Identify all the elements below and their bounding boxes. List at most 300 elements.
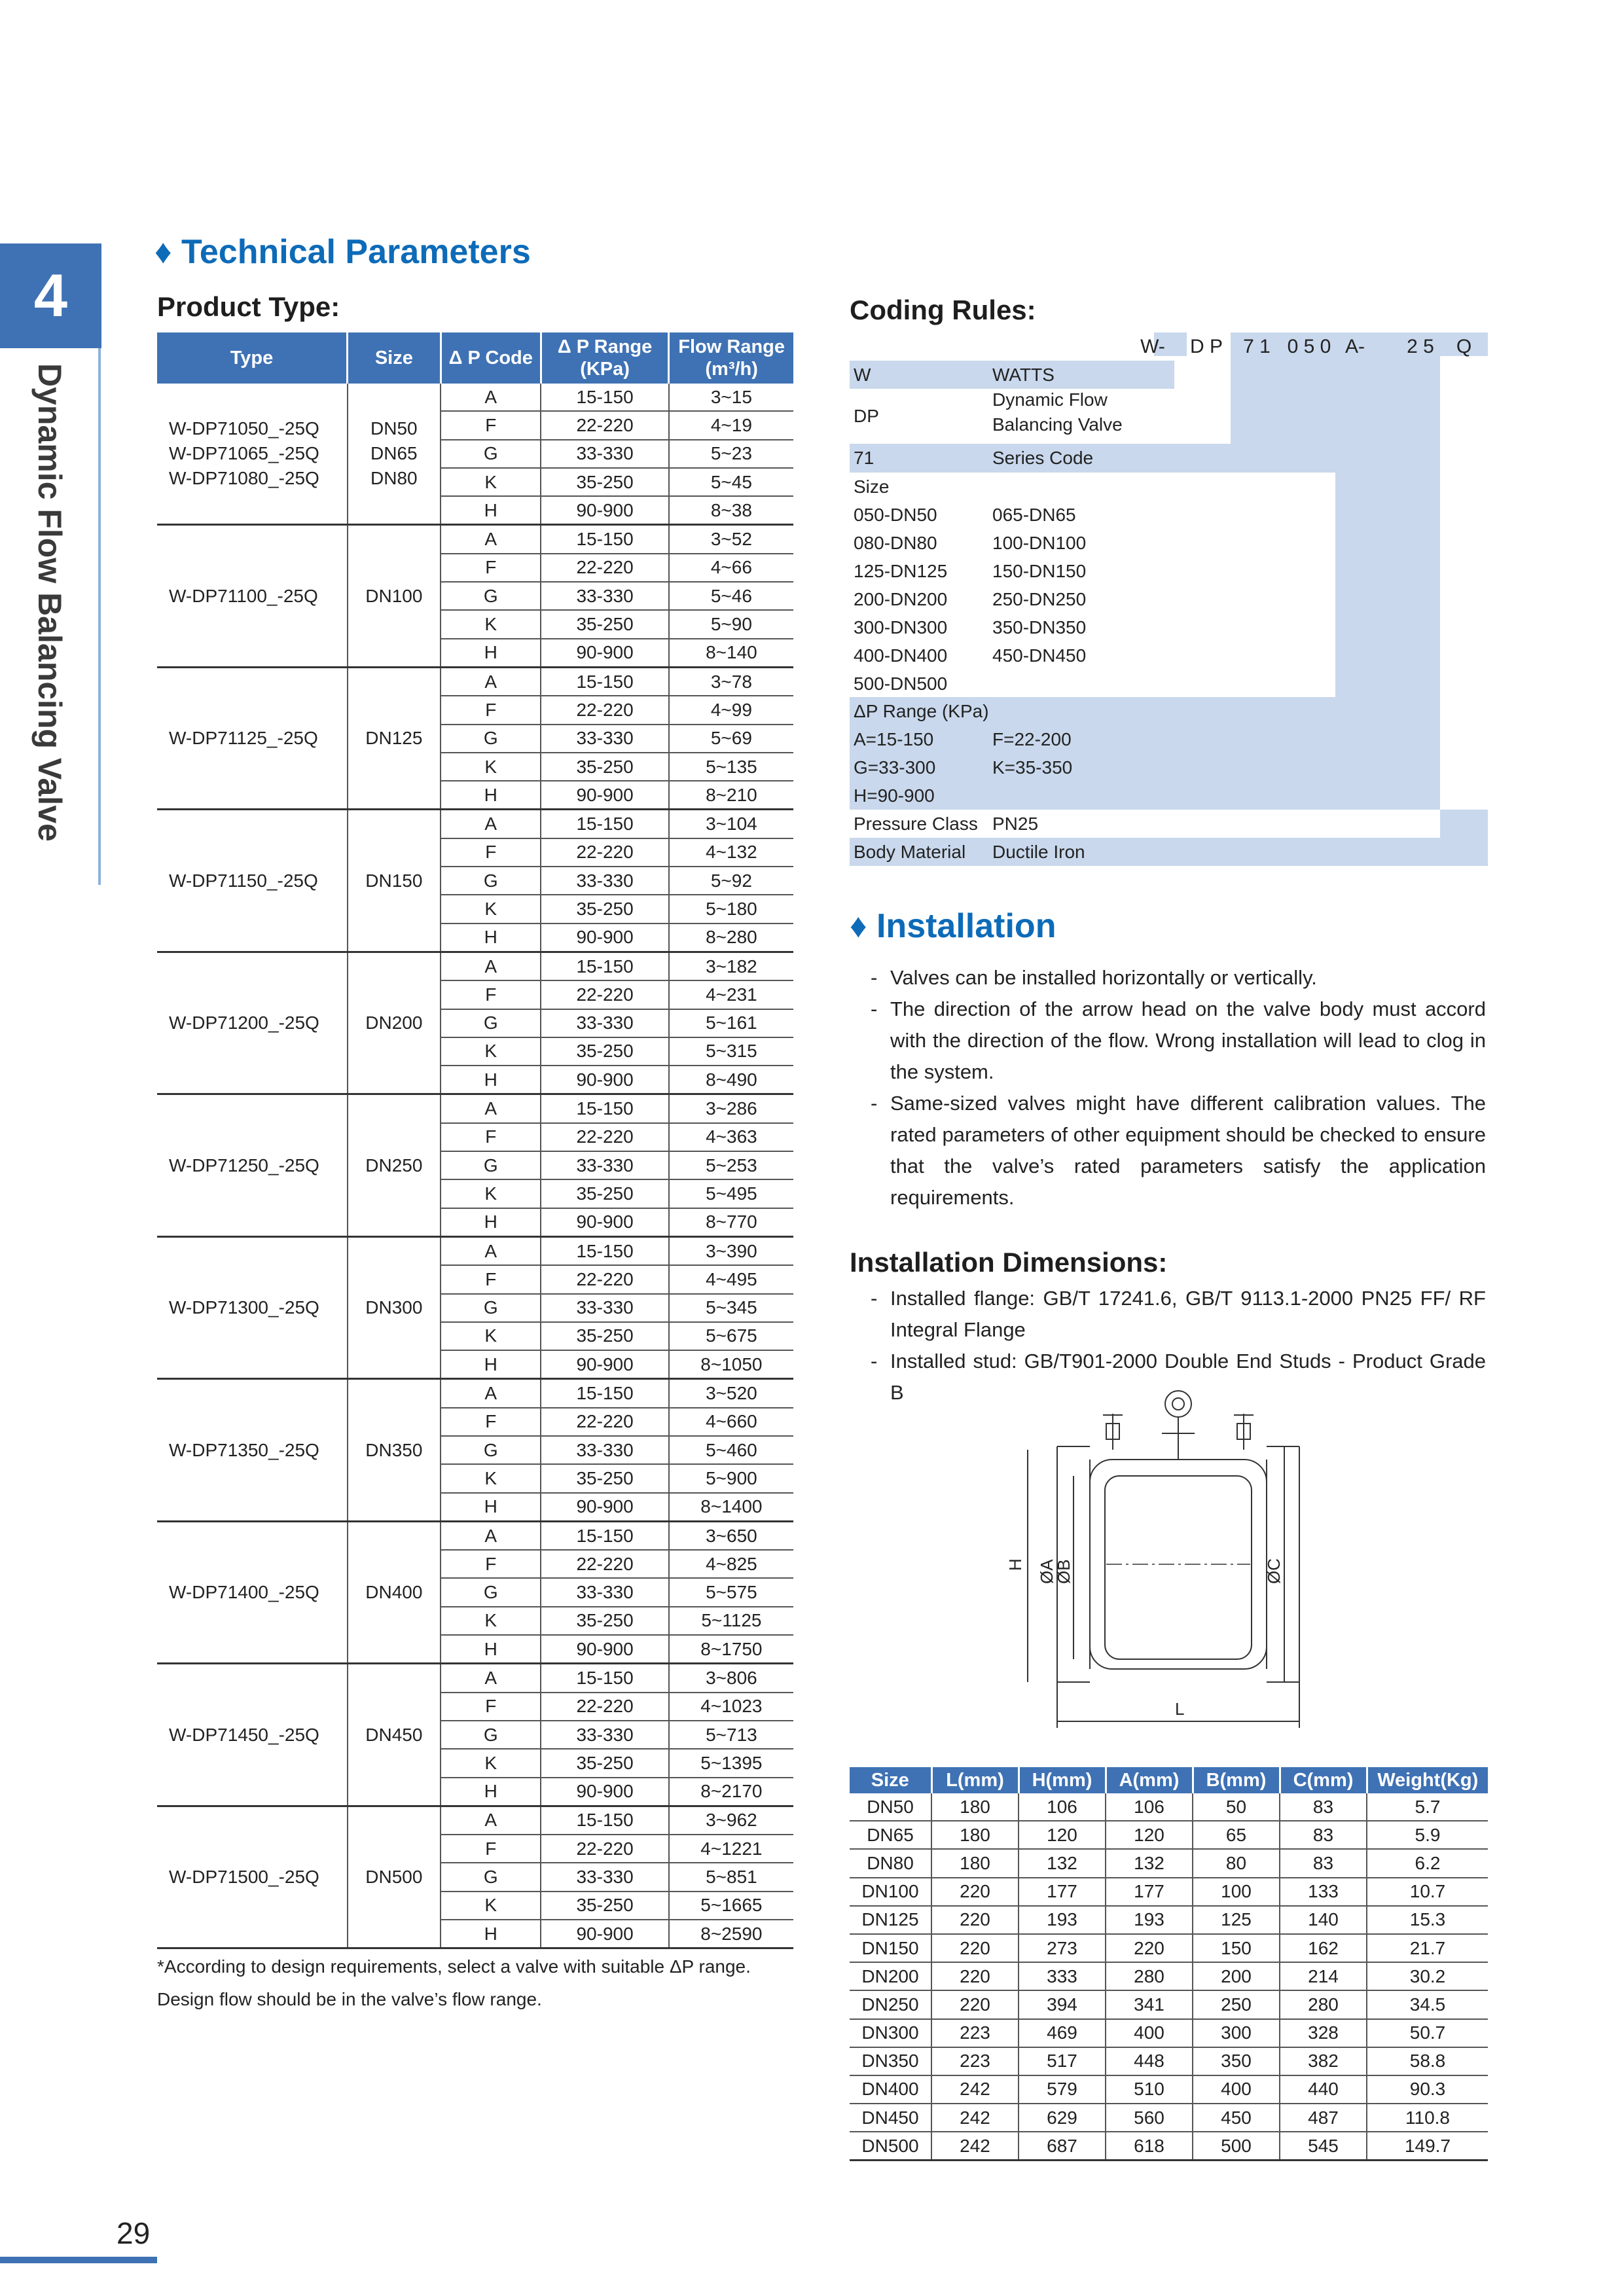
dim-cell: 400 (1106, 2019, 1193, 2047)
coding-key: 300-DN300 (854, 617, 948, 637)
dp-range-cell: 15-150 (541, 1806, 668, 1835)
flow-range-cell: 4~132 (669, 838, 793, 867)
dp-range-cell: 90-900 (541, 1635, 668, 1664)
label-h: H (1005, 1558, 1025, 1571)
dp-code-cell: G (441, 1721, 541, 1749)
dim-cell: 440 (1280, 2075, 1367, 2104)
dim-cell: 487 (1280, 2104, 1367, 2132)
dim-cell: DN50 (850, 1793, 931, 1821)
dim-cell: 394 (1019, 1990, 1106, 2018)
flow-range-cell: 8~1050 (669, 1350, 793, 1379)
code-bar-q (1440, 810, 1488, 838)
flow-range-cell: 5~900 (669, 1464, 793, 1492)
dim-cell: 560 (1106, 2104, 1193, 2132)
dp-code-cell: G (441, 440, 541, 468)
dp-range-cell: 33-330 (541, 1721, 668, 1749)
dim-cell: 180 (931, 1821, 1019, 1849)
coding-key: W (854, 365, 871, 385)
dim-cell: DN150 (850, 1934, 931, 1962)
size-cell (348, 667, 441, 809)
size-cell (348, 1094, 441, 1236)
header-dp-code: Δ P Code (441, 332, 541, 384)
flow-range-cell: 4~1221 (669, 1835, 793, 1863)
dp-range-cell: 33-330 (541, 582, 668, 610)
dim-cell: 150 (1193, 1934, 1280, 1962)
dim-cell: 50.7 (1367, 2019, 1488, 2047)
dp-range-cell: 90-900 (541, 1208, 668, 1237)
dp-range-cell: 22-220 (541, 1123, 668, 1151)
flow-range-cell: 3~520 (669, 1379, 793, 1408)
installation-dimension-item (871, 1283, 1486, 1346)
dim-cell: 350 (1193, 2047, 1280, 2075)
dp-range-cell: 90-900 (541, 639, 668, 668)
flow-range-cell: 5~253 (669, 1151, 793, 1179)
dp-code-cell: G (441, 725, 541, 753)
dp-code-cell: A (441, 1094, 541, 1123)
dim-cell: 177 (1106, 1878, 1193, 1906)
dp-code-cell: G (441, 1578, 541, 1606)
table-row (157, 1521, 793, 1550)
dp-code-cell: F (441, 696, 541, 724)
dp-range-cell: 35-250 (541, 610, 668, 638)
dim-cell: DN65 (850, 1821, 931, 1849)
dp-range-cell: 22-220 (541, 1265, 668, 1293)
dim-cell: 83 (1280, 1821, 1367, 1849)
size-cell (348, 1236, 441, 1378)
dim-cell: 180 (931, 1849, 1019, 1877)
flow-range-cell: 5~851 (669, 1863, 793, 1891)
coding-value: Series Code (992, 448, 1094, 468)
table-row (850, 2104, 1488, 2132)
coding-key: A=15-150 (854, 729, 934, 749)
dp-code-cell: H (441, 1635, 541, 1664)
dim-cell: 110.8 (1367, 2104, 1488, 2132)
dp-range-cell: 35-250 (541, 1892, 668, 1920)
header-dp-range (541, 332, 668, 384)
table-row (850, 1990, 1488, 2018)
product-size-value: DN450 (365, 1724, 423, 1745)
dim-header-cell: L(mm) (931, 1767, 1019, 1793)
dp-range-cell: 35-250 (541, 1749, 668, 1777)
table-row (157, 952, 793, 980)
dp-range-cell: 22-220 (541, 1550, 668, 1578)
dp-range-cell: 22-220 (541, 1408, 668, 1436)
installation-item (871, 962, 1486, 994)
flow-range-cell: 5~23 (669, 440, 793, 468)
coding-key: G=33-300 (854, 757, 936, 778)
dp-range-cell: 33-330 (541, 725, 668, 753)
product-size-value: DN125 (365, 728, 423, 749)
dim-cell: 280 (1106, 1962, 1193, 1990)
dim-cell: 83 (1280, 1793, 1367, 1821)
size-cell (348, 1521, 441, 1663)
coding-key: Pressure Class (854, 814, 978, 834)
dim-cell: 21.7 (1367, 1934, 1488, 1962)
dp-code-cell: F (441, 554, 541, 582)
table-footnote (157, 1950, 805, 2016)
dp-code-cell: A (441, 525, 541, 554)
dp-code-cell: K (441, 1322, 541, 1350)
size-cell (348, 384, 441, 525)
dim-cell: DN500 (850, 2132, 931, 2161)
coding-value: K=35-350 (992, 757, 1073, 778)
coding-key: Size (854, 476, 890, 497)
dim-cell: 5.9 (1367, 1821, 1488, 1849)
installation-dimension-text: Installed flange: GB/T 17241.6, GB/T 9113.1-2000 PN25 FF/ RF Integral Flange (890, 1287, 1486, 1341)
dim-cell: 328 (1280, 2019, 1367, 2047)
header-dp-range-line2: (KPa) (580, 359, 630, 380)
coding-key: Body Material (854, 842, 966, 862)
dim-cell: DN100 (850, 1878, 931, 1906)
flow-range-cell: 8~2170 (669, 1778, 793, 1806)
dim-header-cell: Weight(Kg) (1367, 1767, 1488, 1793)
flow-range-cell: 5~46 (669, 582, 793, 610)
dp-code-cell: G (441, 1294, 541, 1322)
dim-cell: 545 (1280, 2132, 1367, 2161)
dim-cell: 58.8 (1367, 2047, 1488, 2075)
bullet-dash: - (871, 966, 878, 989)
product-type-value: W-DP71125_-25Q (169, 728, 318, 749)
dim-cell: 220 (931, 1990, 1019, 2018)
dp-range-cell: 15-150 (541, 952, 668, 980)
dp-range-cell: 15-150 (541, 1236, 668, 1265)
dp-code-cell: K (441, 1607, 541, 1635)
top-lug-outer (1165, 1391, 1191, 1417)
dim-cell: 333 (1019, 1962, 1106, 1990)
size-cell (348, 525, 441, 667)
dp-range-cell: 15-150 (541, 1521, 668, 1550)
dp-range-cell: 35-250 (541, 1037, 668, 1066)
dim-cell: 65 (1193, 1821, 1280, 1849)
dp-code-cell: A (441, 1664, 541, 1693)
flow-range-cell: 5~1395 (669, 1749, 793, 1777)
dp-code-cell: G (441, 1151, 541, 1179)
dim-cell: 193 (1019, 1906, 1106, 1934)
dp-range-cell: 22-220 (541, 411, 668, 439)
flow-range-cell: 3~52 (669, 525, 793, 554)
dp-code-cell: F (441, 1265, 541, 1293)
dim-cell: 300 (1193, 2019, 1280, 2047)
dp-code-cell: A (441, 667, 541, 696)
flow-range-cell: 8~2590 (669, 1920, 793, 1948)
dp-code-cell: F (441, 1835, 541, 1863)
coding-value: PN25 (992, 814, 1039, 834)
product-type-value: W-DP71150_-25Q (169, 870, 318, 891)
installation-item (871, 1088, 1486, 1213)
flow-range-cell: 3~806 (669, 1664, 793, 1693)
dim-cell: 132 (1106, 1849, 1193, 1877)
coding-key: H=90-900 (854, 785, 935, 806)
dp-code-cell: F (441, 980, 541, 1009)
coding-key: DP (854, 406, 879, 426)
dim-cell: 200 (1193, 1962, 1280, 1990)
dp-range-cell: 33-330 (541, 867, 668, 895)
dim-cell: 400 (1193, 2075, 1280, 2104)
code-part-material: Q (1456, 336, 1472, 357)
flow-range-cell: 8~140 (669, 639, 793, 668)
coding-key: 050-DN50 (854, 505, 937, 525)
flow-range-cell: 8~210 (669, 781, 793, 810)
top-lug-inner (1172, 1398, 1184, 1410)
dp-code-cell: K (441, 468, 541, 496)
dim-cell: DN125 (850, 1906, 931, 1934)
flow-range-cell: 4~231 (669, 980, 793, 1009)
dim-cell: 162 (1280, 1934, 1367, 1962)
code-part-w: W- (1140, 336, 1165, 357)
flow-range-cell: 4~825 (669, 1550, 793, 1578)
flow-range-cell: 3~390 (669, 1236, 793, 1265)
flow-range-cell: 4~1023 (669, 1693, 793, 1721)
header-flow-range (669, 332, 793, 384)
dim-cell: 242 (931, 2104, 1019, 2132)
bullet-dash: - (871, 1287, 878, 1310)
dp-range-cell: 33-330 (541, 1009, 668, 1037)
table-row (157, 525, 793, 554)
dp-code-cell: H (441, 1350, 541, 1379)
code-part-dprange: A- (1345, 336, 1365, 357)
bullet-dash: - (871, 1350, 878, 1372)
type-cell (157, 384, 348, 525)
flow-range-cell: 3~286 (669, 1094, 793, 1123)
dp-range-cell: 33-330 (541, 1436, 668, 1464)
flow-range-cell: 3~104 (669, 810, 793, 838)
coding-key: 71 (854, 448, 875, 468)
dim-cell: 450 (1193, 2104, 1280, 2132)
chapter-title: Dynamic Flow Balancing Valve (31, 363, 68, 842)
dim-header-cell: B(mm) (1193, 1767, 1280, 1793)
label-l: L (1175, 1699, 1185, 1719)
flow-range-cell: 4~660 (669, 1408, 793, 1436)
dim-cell: 341 (1106, 1990, 1193, 2018)
dim-cell: 242 (931, 2075, 1019, 2104)
dp-code-cell: F (441, 1123, 541, 1151)
dim-cell: 15.3 (1367, 1906, 1488, 1934)
flow-range-cell: 4~99 (669, 696, 793, 724)
dp-range-cell: 33-330 (541, 1151, 668, 1179)
dp-range-cell: 35-250 (541, 895, 668, 923)
installation-dimension-text: Installed stud: GB/T901-2000 Double End Studs - Product Grade B (890, 1350, 1486, 1404)
coding-key: 125-DN125 (854, 561, 948, 581)
dp-code-cell: H (441, 1493, 541, 1522)
flow-range-cell: 3~650 (669, 1521, 793, 1550)
dim-cell: 618 (1106, 2132, 1193, 2161)
dim-cell: 469 (1019, 2019, 1106, 2047)
flow-range-cell: 4~363 (669, 1123, 793, 1151)
dim-cell: DN200 (850, 1962, 931, 1990)
dim-cell: 517 (1019, 2047, 1106, 2075)
dp-range-cell: 15-150 (541, 384, 668, 411)
dp-range-cell: 22-220 (541, 1693, 668, 1721)
header-size: Size (348, 332, 441, 384)
dp-code-cell: G (441, 1436, 541, 1464)
type-cell (157, 1806, 348, 1948)
dim-cell: 5.7 (1367, 1793, 1488, 1821)
dim-cell: 220 (1106, 1934, 1193, 1962)
dp-range-cell: 90-900 (541, 1778, 668, 1806)
installation-item (871, 994, 1486, 1088)
coding-value: 065-DN65 (992, 505, 1076, 525)
dp-code-cell: A (441, 952, 541, 980)
dim-cell: 83 (1280, 1849, 1367, 1877)
coding-key: 080-DN80 (854, 533, 937, 553)
dim-cell: 382 (1280, 2047, 1367, 2075)
dim-cell: 629 (1019, 2104, 1106, 2132)
product-type-value: W-DP71300_-25Q (169, 1297, 319, 1318)
dim-cell: 90.3 (1367, 2075, 1488, 2104)
size-cell (348, 1664, 441, 1806)
dp-range-cell: 90-900 (541, 496, 668, 525)
table-row (850, 1934, 1488, 1962)
dim-cell: 120 (1106, 1821, 1193, 1849)
side-divider (98, 348, 101, 885)
dp-range-cell: 35-250 (541, 1464, 668, 1492)
dp-code-cell: H (441, 1208, 541, 1237)
dim-cell: 214 (1280, 1962, 1367, 1990)
dp-range-cell: 90-900 (541, 1493, 668, 1522)
dim-header-cell: Size (850, 1767, 931, 1793)
flow-range-cell: 5~460 (669, 1436, 793, 1464)
product-type-value: W-DP71350_-25Q (169, 1439, 319, 1460)
coding-value: WATTS (992, 365, 1055, 385)
dim-cell: 120 (1019, 1821, 1106, 1849)
dim-cell: 149.7 (1367, 2132, 1488, 2161)
dim-cell: 6.2 (1367, 1849, 1488, 1877)
table-row (850, 2132, 1488, 2161)
dp-code-cell: F (441, 411, 541, 439)
size-cell (348, 810, 441, 952)
product-size-value: DN50 DN65 DN80 (370, 418, 418, 489)
dim-cell: 250 (1193, 1990, 1280, 2018)
product-size-value: DN500 (365, 1867, 423, 1888)
dim-cell: 687 (1019, 2132, 1106, 2161)
dp-code-cell: H (441, 639, 541, 668)
dp-range-cell: 90-900 (541, 1350, 668, 1379)
dp-code-cell: F (441, 1408, 541, 1436)
dp-code-cell: G (441, 867, 541, 895)
dp-range-cell: 33-330 (541, 1578, 668, 1606)
page-number-bar (0, 2257, 157, 2263)
dim-cell: 80 (1193, 1849, 1280, 1877)
dp-range-cell: 33-330 (541, 1294, 668, 1322)
dim-cell: 223 (931, 2019, 1019, 2047)
dim-cell: 180 (931, 1793, 1019, 1821)
code-head (850, 332, 1488, 361)
label-a: ØA (1037, 1559, 1056, 1584)
dim-cell: 448 (1106, 2047, 1193, 2075)
dp-code-cell: F (441, 838, 541, 867)
table-row (850, 1906, 1488, 1934)
dp-code-cell: A (441, 1806, 541, 1835)
coding-value: F=22-200 (992, 729, 1072, 749)
dp-range-cell: 22-220 (541, 838, 668, 867)
flow-range-cell: 3~78 (669, 667, 793, 696)
flow-range-cell: 8~280 (669, 924, 793, 952)
dim-cell: 220 (931, 1934, 1019, 1962)
dp-range-cell: 90-900 (541, 1066, 668, 1094)
dp-range-cell: 33-330 (541, 1863, 668, 1891)
flow-range-cell: 8~770 (669, 1208, 793, 1237)
product-type-heading: Product Type: (157, 291, 340, 322)
flow-range-cell: 8~1750 (669, 1635, 793, 1664)
flow-range-cell: 4~495 (669, 1265, 793, 1293)
dp-range-cell: 22-220 (541, 980, 668, 1009)
product-size-value: DN350 (365, 1439, 423, 1460)
technical-parameters-heading: ♦ Technical Parameters (154, 233, 531, 271)
table-row (157, 1806, 793, 1835)
installation-text: Same-sized valves might have different calibration values. The rated parameters of other equipment should be checked to ensure that the valve’s rated parameters satisfy the application requirements. (890, 1092, 1486, 1209)
dim-cell: 242 (931, 2132, 1019, 2161)
product-type-value: W-DP71500_-25Q (169, 1867, 319, 1888)
dp-code-cell: H (441, 1066, 541, 1094)
dp-code-cell: K (441, 895, 541, 923)
dim-cell: 100 (1193, 1878, 1280, 1906)
code-part-pressure: 2 5 (1407, 336, 1434, 357)
page-number: 29 (117, 2216, 151, 2250)
installation-text: The direction of the arrow head on the valve body must accord with the direction of the flow. Wrong installation will lead to clog in the system. (890, 997, 1486, 1083)
dimension-table-body (850, 1793, 1488, 2161)
flow-range-cell: 4~19 (669, 411, 793, 439)
coding-value-line2: Balancing Valve (992, 414, 1123, 435)
dp-code-cell: A (441, 1236, 541, 1265)
dim-cell: 34.5 (1367, 1990, 1488, 2018)
dp-code-cell: H (441, 1920, 541, 1948)
product-type-value: W-DP71450_-25Q (169, 1724, 319, 1745)
table-row (850, 1821, 1488, 1849)
table-row (850, 2075, 1488, 2104)
flow-range-cell: 5~180 (669, 895, 793, 923)
dp-code-cell: G (441, 1863, 541, 1891)
dimension-table (850, 1767, 1488, 2161)
dim-cell: 30.2 (1367, 1962, 1488, 1990)
footnote-line-2: Design flow should be in the valve’s flow range. (157, 1989, 542, 2009)
coding-rules-heading: Coding Rules: (850, 295, 1036, 325)
chapter-number: 4 (33, 262, 68, 329)
dim-cell: 220 (931, 1962, 1019, 1990)
dim-cell: DN350 (850, 2047, 931, 2075)
dp-range-cell: 22-220 (541, 1835, 668, 1863)
label-b: ØB (1054, 1559, 1074, 1584)
dp-range-cell: 22-220 (541, 554, 668, 582)
dim-cell: 106 (1106, 1793, 1193, 1821)
dim-cell: DN450 (850, 2104, 931, 2132)
dp-range-cell: 22-220 (541, 696, 668, 724)
dim-cell: 177 (1019, 1878, 1106, 1906)
dp-code-cell: A (441, 1521, 541, 1550)
product-size-value: DN200 (365, 1013, 423, 1033)
table-row (850, 2019, 1488, 2047)
table-row (157, 1236, 793, 1265)
flow-range-cell: 3~15 (669, 384, 793, 411)
size-cell (348, 952, 441, 1094)
dim-cell: 280 (1280, 1990, 1367, 2018)
flow-range-cell: 3~962 (669, 1806, 793, 1835)
flow-range-cell: 8~490 (669, 1066, 793, 1094)
type-cell (157, 1094, 348, 1236)
flow-range-cell: 5~575 (669, 1578, 793, 1606)
valve-inner-outline (1105, 1476, 1252, 1659)
flow-range-cell: 5~161 (669, 1009, 793, 1037)
dp-range-cell: 35-250 (541, 1322, 668, 1350)
table-header-row (157, 332, 793, 384)
table-row (157, 667, 793, 696)
dim-cell: 579 (1019, 2075, 1106, 2104)
table-row (850, 1849, 1488, 1877)
flow-range-cell: 4~66 (669, 554, 793, 582)
dim-cell: 132 (1019, 1849, 1106, 1877)
dim-cell: 500 (1193, 2132, 1280, 2161)
table-row (157, 1379, 793, 1408)
table-row (850, 2047, 1488, 2075)
